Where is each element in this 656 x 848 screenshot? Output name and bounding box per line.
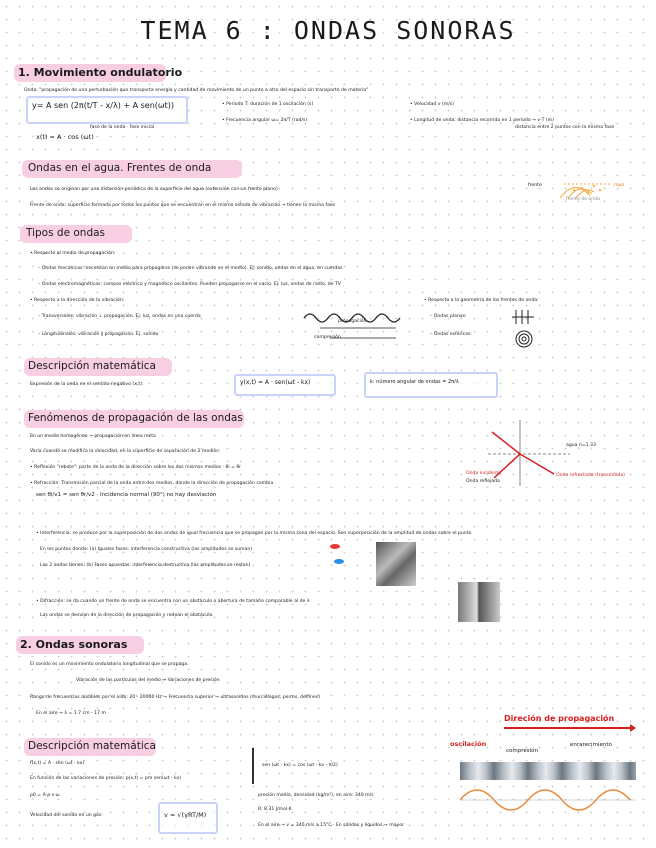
sound-line-3: Rango de frecuencias audibles por el oído: 20 - 20000 Hz → Frecuencia superior → ultrasonidos (murciélagos, perros, delfines) bbox=[30, 695, 321, 700]
wavefront-label: frente bbox=[528, 183, 542, 188]
bullet-wavelength: • Longitud de onda: distancia recorrida en 1 periodo → v·T (m) bbox=[410, 118, 554, 123]
snell-law: sen θi/v1 = sen θr/v2 · Incidencia normal (90°) no hay desviación bbox=[36, 492, 217, 498]
sound-eq-1: f(x,t) = A · sen (ωt - kx) bbox=[30, 761, 85, 766]
types-plane: – Ondas planas: bbox=[430, 314, 467, 319]
rarefaction-figure-label: enrarecimiento bbox=[570, 742, 612, 748]
constructive-text: En los puntos donde: (a) Iguales fases: interferencia constructiva (las amplitudes se suman) bbox=[40, 547, 253, 552]
wavefront-caption: frente de onda bbox=[566, 197, 600, 202]
blue-marker bbox=[334, 559, 344, 564]
propagation-arrow bbox=[504, 727, 634, 729]
wave-equation: y(x,t) = A · sen(ωt - kx) bbox=[240, 379, 311, 386]
types-mechanical: – Ondas mecánicas: necesitan un medio para propagarse (se ponen vibrando en el medio). Ej: sonido, ondas en el agua, en cuerdas bbox=[38, 266, 343, 271]
pressure-note: presión media, densidad (kg/m³), en aire: 340 m/s bbox=[258, 793, 374, 798]
propagation-direction-label: Direción de propagación bbox=[504, 714, 615, 723]
refracted-wave-label: Onda refractada (transmitida) bbox=[556, 473, 625, 478]
sound-line-1: El sonido es un movimiento ondulatorio longitudinal que se propaga. bbox=[30, 662, 189, 667]
types-spherical: – Ondas esféricas: bbox=[430, 332, 472, 337]
incident-wave-label: Onda incidente bbox=[466, 471, 501, 476]
water-waves-line-2: Frente de onda: superficie formada por todos los puntos que se encuentran en el mismo estado de vibración → tienen la misma fase bbox=[30, 203, 336, 208]
section-heading-1: 1. Movimiento ondulatorio bbox=[18, 66, 183, 79]
sound-line-2: Vibración de las partículas del medio ↔ Variaciones de presión bbox=[76, 678, 220, 683]
plane-spherical-waves-icon bbox=[510, 308, 538, 348]
wave-definition: Onda: "propagación de una perturbación que transporta energía y cantidad de movimiento de un punto a otro del espacio sin transporte de materia" bbox=[24, 88, 369, 93]
diffraction-photo bbox=[458, 582, 500, 622]
section-heading-math-2: Descripción matemática bbox=[28, 740, 156, 752]
diffraction-text: • Difracción: se da cuando un frente de onda se encuentra con un obstáculo o abertura de tamaño comparable al de λ bbox=[36, 599, 310, 604]
page-title: TEMA 6 : ONDAS SONORAS bbox=[140, 16, 516, 45]
oscillation-label: oscilación bbox=[450, 740, 487, 748]
section-heading-math-1: Descripción matemática bbox=[28, 360, 156, 372]
section-heading-2: 2. Ondas sonoras bbox=[20, 638, 128, 651]
destructive-text: Las 2 ondas tienen: (b) Fases opuestas: interferencia destructiva (las amplitudes se restan) bbox=[40, 563, 251, 568]
phenomena-line-1: En un medio homogéneo → propagación en línea recta bbox=[30, 434, 156, 439]
section-heading-phenomena: Fenómenos de propagación de las ondas bbox=[28, 412, 243, 424]
bullet-velocity: • Velocidad v (m/s) bbox=[410, 102, 454, 107]
reflected-wave-label: Onda reflejada bbox=[466, 479, 500, 484]
sub-equation: x(t) = A · cos (ωt) bbox=[36, 133, 94, 141]
sound-speed-equation: v = √(γRT/M) bbox=[164, 811, 207, 819]
sound-eq-3: p0 = A·ρ·v·ω bbox=[30, 793, 60, 798]
sound-line-4: En el aire → λ = 1.7 cm - 17 m bbox=[36, 711, 106, 716]
types-vibration: • Respecto a la dirección de la vibración: bbox=[30, 298, 125, 303]
bullet-wavelength-note: distancia entre 2 puntos con la misma fase bbox=[515, 125, 615, 130]
types-geometry: • Respecto a la geometría de los frentes de onda: bbox=[424, 298, 539, 303]
main-equation: y= A sen (2π(t/T - x/λ) + A sen(ωt)) bbox=[32, 101, 174, 110]
brace bbox=[252, 748, 254, 784]
bullet-period: • Periodo T: duración de 1 oscilación (s) bbox=[222, 102, 314, 107]
refraction-text: • Refracción: Transmisión parcial de la onda entre dos medios, donde la dirección de propagación cambia bbox=[30, 481, 274, 486]
types-medium: • Respecto al medio de propagación: bbox=[30, 251, 116, 256]
propagation-label: propagación bbox=[338, 319, 367, 324]
types-longitudinal: – Longitudinales: vibración ∥ propagación. Ej: sonido bbox=[38, 332, 159, 337]
compression-bands bbox=[460, 762, 636, 780]
water-index-label: agua n=1.33 bbox=[566, 443, 596, 448]
section-heading-water-waves: Ondas en el agua. Frentes de onda bbox=[28, 162, 212, 174]
red-marker bbox=[330, 544, 340, 549]
water-waves-line-1: Las ondas se originan por una distorsión periódica de la superficie del agua (extensión con un frente plano) bbox=[30, 187, 278, 192]
equation-note: fase de la onda · fase inicial bbox=[90, 125, 155, 130]
pressure-relation: sen (ωt - kx) = cos (ωt - kx - π/2) bbox=[262, 763, 338, 768]
interference-text: • Interferencia: se produce por la superposición de dos ondas de igual frecuencia que se propagan por la misma zona del espacio. Son superposición de la amplitud de ondas sobre el punto. bbox=[36, 531, 473, 536]
reflection-text: • Reflexión "rebote": parte de la onda de la dirección sobre los dos mismos medios · θi = θr bbox=[30, 465, 242, 470]
ray-label: rayo bbox=[614, 183, 625, 188]
diffraction-text-2: Las ondas se desvían de la dirección de propagación y rodean el obstáculo bbox=[40, 613, 213, 618]
compression-label: compresión bbox=[314, 335, 341, 340]
arrow-head-icon bbox=[630, 724, 636, 732]
section-heading-types: Tipos de ondas bbox=[26, 227, 106, 239]
phenomena-line-2: Varía cuando se modifica la velocidad, en la superficie de separación de 2 medios: bbox=[30, 449, 221, 454]
types-transverse: – Transversales: vibración ⊥ propagación. Ej: luz, ondas en una cuerda bbox=[38, 314, 201, 319]
gas-constant: R: 8.31 J/mol·K bbox=[258, 807, 292, 812]
sound-speed-air: En el aire → v = 340 m/s a 15°C · En sólidos y líquidos → mayor bbox=[258, 823, 404, 828]
sound-eq-2: En función de las variaciones de presión: p(x,t) = pm sen(ωt - kx) bbox=[30, 776, 182, 781]
wave-number: k: número angular de ondas = 2π/λ bbox=[370, 379, 459, 385]
types-electromagnetic: – Ondas electromagnéticas: campos eléctrico y magnético oscilantes. Pueden propagarse en el vacío. Ej: luz, ondas de radio, de TV bbox=[38, 282, 341, 287]
sound-wave-curve bbox=[460, 786, 636, 814]
wave-number-box bbox=[364, 372, 498, 398]
negative-direction-text: Expresión de la onda en el sentido negativo (x,t): bbox=[30, 382, 144, 387]
compression-figure-label: compresión bbox=[506, 748, 539, 754]
bullet-angular-frequency: • Frecuencia angular ω= 2π/T (rad/s) bbox=[222, 118, 308, 123]
sound-speed-text: Velocidad del sonido en un gas: bbox=[30, 813, 103, 818]
interference-photo bbox=[376, 542, 416, 586]
